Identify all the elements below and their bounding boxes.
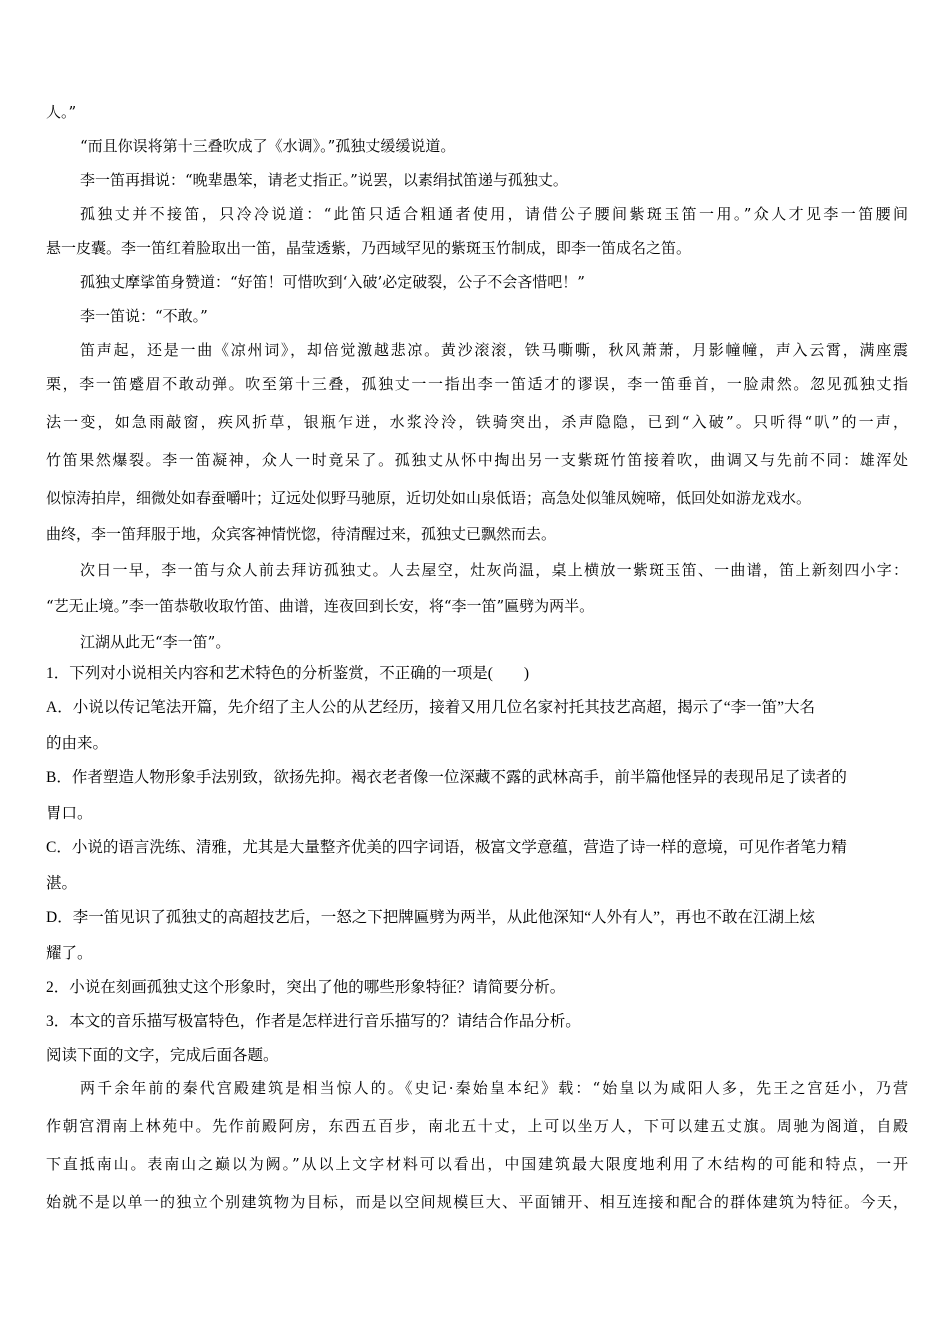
story-paragraph: 次日一早，李一笛与众人前去拜访孤独丈。人去屋空，灶灰尚温，桌上横放一紫斑玉笛、一曲谱，笛上新刻四小字： <box>80 561 908 579</box>
option-d: D．李一笛见识了孤独丈的高超技艺后，一怒之下把牌匾劈为两半，从此他深知“人外有人”，再也不敢在江湖上炫 <box>46 909 815 926</box>
question-1-stem: 1．下列对小说相关内容和艺术特色的分析鉴赏，不正确的一项是( ) <box>46 665 530 682</box>
option-c: C．小说的语言洗练、清雅，尤其是大量整齐优美的四字词语，极富文学意蕴，营造了诗一样的意境，可见作者笔力精 <box>46 839 847 856</box>
essay-paragraph: 两千余年前的秦代宫殿建筑是相当惊人的。《史记·秦始皇本纪》载：“始皇以为咸阳人多，先王之宫廷小，乃营 <box>80 1079 908 1097</box>
story-paragraph: 孤独丈并不接笛，只冷冷说道：“此笛只适合粗通者使用，请借公子腰间紫斑玉笛一用。”众人才见李一笛腰间 <box>80 205 908 223</box>
essay-line: 作朝宫渭南上林苑中。先作前殿阿房，东西五百步，南北五十丈，上可以坐万人，下可以建五丈旗。周驰为阁道，自殿 <box>46 1117 908 1135</box>
story-line: 悬一皮囊。李一笛红着脸取出一笛，晶莹透紫，乃西域罕见的紫斑玉竹制成，即李一笛成名之笛。 <box>46 239 692 257</box>
option-b-cont: 胃口。 <box>46 805 93 822</box>
story-line: 似惊涛拍岸，细微处如春蚕嚼叶；辽远处似野马驰原，近切处如山泉低语；高急处似雏凤婉啼，低回处如游龙戏水。 <box>46 489 812 507</box>
story-line: 曲终，李一笛拜服于地，众宾客神情恍惚，待清醒过来，孤独丈已飘然而去。 <box>46 525 557 543</box>
option-b: B．作者塑造人物形象手法别致，欲扬先抑。褐衣老者像一位深藏不露的武林高手，前半篇他怪异的表现吊足了读者的 <box>46 769 847 786</box>
story-line: 竹笛果然爆裂。李一笛凝神，众人一时竟呆了。孤独丈从怀中掏出另一支紫斑竹笛接着吹，曲调又与先前不同：雄浑处 <box>46 451 908 469</box>
story-line: “艺无止境。”李一笛恭敬收取竹笛、曲谱，连夜回到长安，将“李一笛”匾劈为两半。 <box>46 597 595 615</box>
reading-instruction: 阅读下面的文字，完成后面各题。 <box>46 1047 279 1064</box>
story-line: 法一变，如急雨敲窗，疾风折草，银瓶乍迸，水浆泠泠，铁骑突出，杀声隐隐，已到“入破”。只听得“叭”的一声， <box>46 413 908 431</box>
story-paragraph: 笛声起，还是一曲《凉州词》，却倍觉激越悲凉。黄沙滚滚，铁马嘶嘶，秋风萧萧，月影幢幢，声入云霄，满座震 <box>80 341 908 359</box>
option-a-cont: 的由来。 <box>46 735 109 752</box>
story-paragraph: 孤独丈摩挲笛身赞道：“好笛！可惜吹到‘入破’必定破裂，公子不会吝惜吧！” <box>80 273 585 291</box>
story-paragraph: 江湖从此无“李一笛”。 <box>80 633 231 651</box>
essay-line: 下直抵南山。表南山之巅以为阙。”从以上文字材料可以看出，中国建筑最大限度地利用了木结构的可能和特点，一开 <box>46 1155 908 1173</box>
option-c-cont: 湛。 <box>46 875 78 892</box>
story-line: 栗，李一笛蹙眉不敢动弹。吹至第十三叠，孤独丈一一指出李一笛适才的谬误，李一笛垂首，一脸肃然。忽见孤独丈指 <box>46 375 908 393</box>
story-paragraph: “而且你误将第十三叠吹成了《水调》。”孤独丈缓缓说道。 <box>80 137 456 155</box>
story-line: 人。” <box>46 103 77 121</box>
option-a: A．小说以传记笔法开篇，先介绍了主人公的从艺经历，接着又用几位名家衬托其技艺高超，揭示了“李一笛”大名 <box>46 699 815 716</box>
question-2: 2．小说在刻画孤独丈这个形象时，突出了他的哪些形象特征？请简要分析。 <box>46 979 566 996</box>
option-d-cont: 耀了。 <box>46 945 93 962</box>
question-3: 3．本文的音乐描写极富特色，作者是怎样进行音乐描写的？请结合作品分析。 <box>46 1013 581 1030</box>
story-paragraph: 李一笛再揖说：“晚辈愚笨，请老丈指正。”说罢，以素绢拭笛递与孤独丈。 <box>80 171 568 189</box>
story-paragraph: 李一笛说：“不敢。” <box>80 307 208 325</box>
essay-line: 始就不是以单一的独立个别建筑物为目标，而是以空间规模巨大、平面铺开、相互连接和配合的群体建筑为特征。今天， <box>46 1193 908 1211</box>
